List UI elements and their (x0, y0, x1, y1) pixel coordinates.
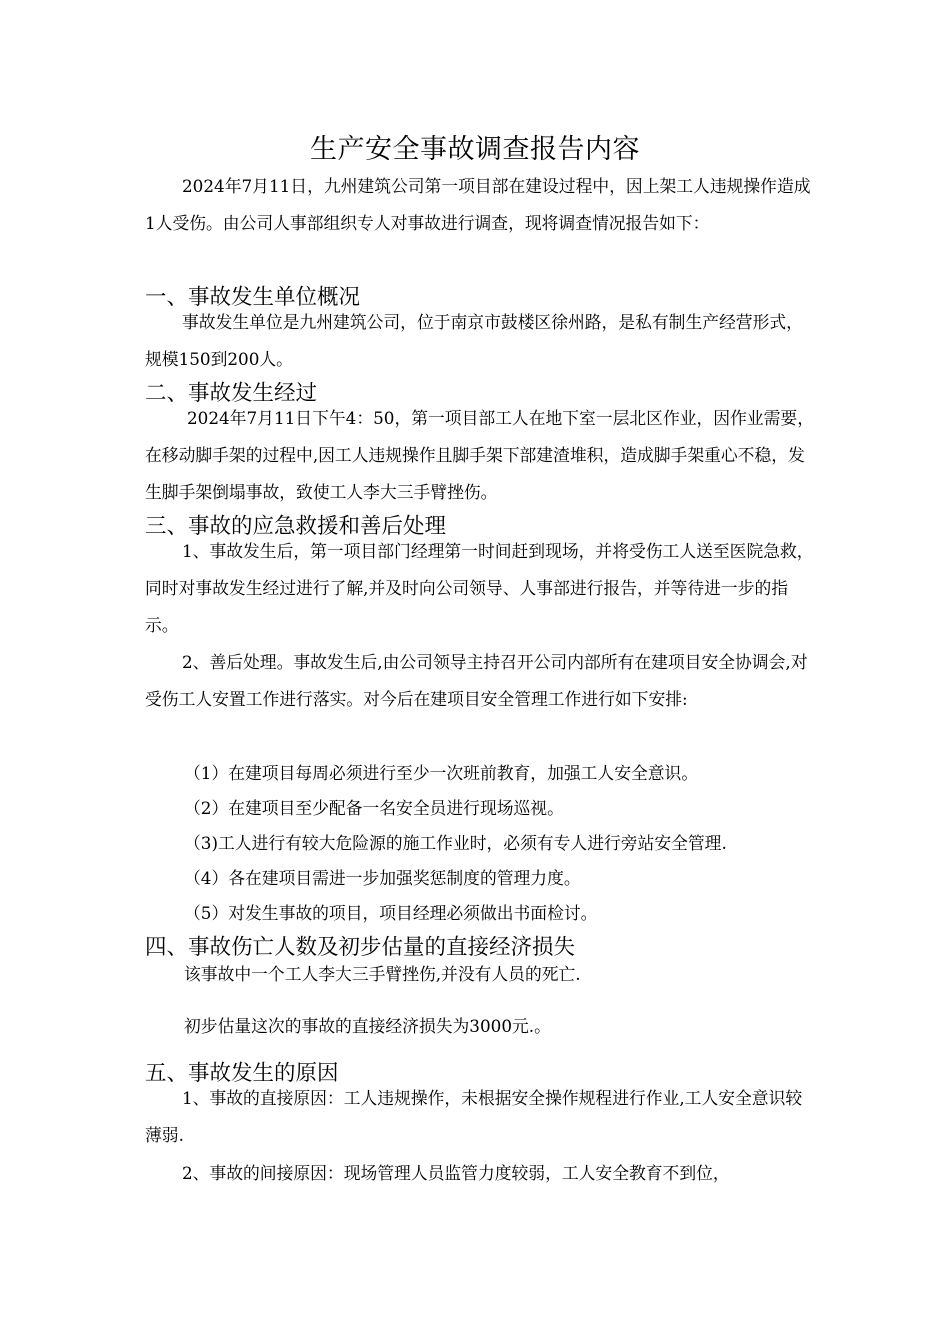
measure-item-1: （1）在建项目每周必须进行至少一次班前教育，加强工人安全意识。 (184, 763, 699, 783)
section-heading-3: 三、事故的应急救援和善后处理 (145, 514, 447, 539)
section-heading-5: 五、事故发生的原因 (145, 1061, 339, 1086)
measure-item-5: （5）对发生事故的项目，项目经理必须做出书面检讨。 (184, 903, 598, 923)
measure-item-3: （3)工人进行有较大危险源的施工作业时，必须有专人进行旁站安全管理. (184, 833, 727, 853)
section-heading-1: 一、事故发生单位概况 (145, 285, 361, 310)
section-1-paragraph: 事故发生单位是九州建筑公司，位于南京市鼓楼区徐州路，是私有制生产经营形式，规模150到200人。 (145, 312, 803, 369)
section-5-direct-cause: 1、事故的直接原因：工人违规操作，未根据安全操作规程进行作业,工人安全意识较薄弱. (145, 1088, 803, 1145)
section-5-indirect-cause: 2、事故的间接原因：现场管理人员监管力度较弱，工人安全教育不到位， (182, 1163, 730, 1183)
measure-item-2: （2）在建项目至少配备一名安全员进行现场巡视。 (184, 798, 564, 818)
section-2-paragraph: 2024年7月11日下午4：50，第一项目部工人在地下室一层北区作业，因作业需要，在移动脚手架的过程中,因工人违规操作且脚手架下部建渣堆积，造成脚手架重心不稳，发生脚手架倒塌事故，致使工人李大三手臂挫伤。 (145, 408, 814, 502)
intro-paragraph: 2024年7月11日，九州建筑公司第一项目部在建设过程中，因上架工人违规操作造成1人受伤。由公司人事部组织专人对事故进行调查，现将调查情况报告如下： (145, 176, 811, 233)
section-4-economic-loss: 初步估量这次的事故的直接经济损失为3000元.。 (184, 1016, 551, 1036)
section-3-paragraph-2: 2、善后处理。事故发生后,由公司领导主持召开公司内部所有在建项目安全协调会,对受伤工人安置工作进行落实。对今后在建项目安全管理工作进行如下安排: (145, 652, 808, 709)
section-3-paragraph-1: 1、事故发生后，第一项目部门经理第一时间赶到现场，并将受伤工人送至医院急救，同时对事故发生经过进行了解,并及时向公司领导、人事部进行报告，并等待进一步的指示。 (145, 541, 814, 635)
measure-item-4: （4）各在建项目需进一步加强奖惩制度的管理力度。 (184, 868, 581, 888)
section-4-casualties: 该事故中一个工人李大三手臂挫伤,并没有人员的死亡. (184, 964, 581, 984)
section-heading-4: 四、事故伤亡人数及初步估量的直接经济损失 (145, 935, 576, 960)
section-heading-2: 二、事故发生经过 (145, 381, 318, 406)
document-title: 生产安全事故调查报告内容 (310, 134, 640, 165)
